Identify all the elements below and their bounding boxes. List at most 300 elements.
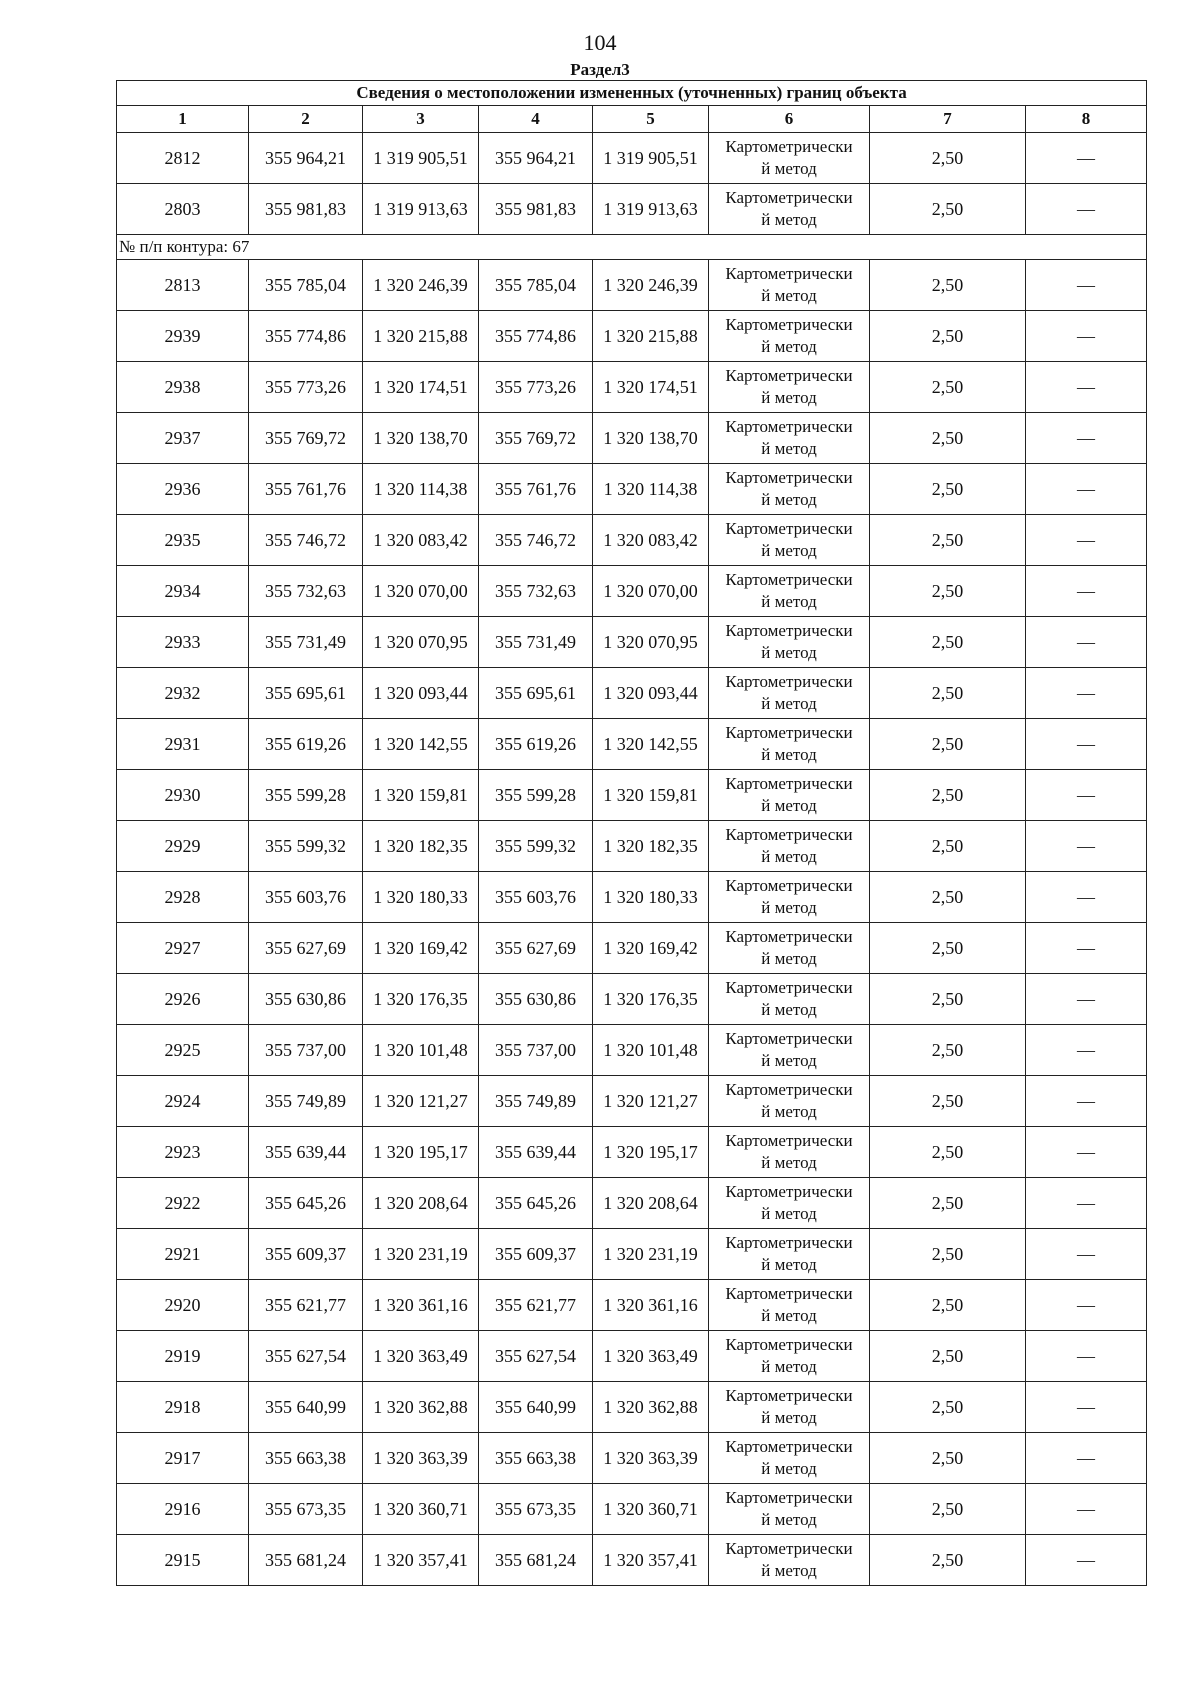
accuracy-cell: 2,50 [870, 260, 1026, 311]
method-line: й метод [761, 1357, 817, 1376]
y-existing-cell: 1 320 215,88 [363, 311, 479, 362]
y-existing-cell: 1 320 138,70 [363, 413, 479, 464]
y-refined-cell: 1 320 362,88 [593, 1382, 709, 1433]
accuracy-cell: 2,50 [870, 362, 1026, 413]
y-existing-cell: 1 320 361,16 [363, 1280, 479, 1331]
accuracy-cell: 2,50 [870, 1535, 1026, 1586]
point-id-cell: 2916 [117, 1484, 249, 1535]
accuracy-cell: 2,50 [870, 1229, 1026, 1280]
y-existing-cell: 1 320 142,55 [363, 719, 479, 770]
column-number-header: 1 [117, 106, 249, 133]
method-cell [709, 464, 870, 515]
x-existing-cell: 355 746,72 [249, 515, 363, 566]
method-line: Картометрически [725, 137, 853, 156]
table-row [117, 515, 1147, 566]
x-existing-cell: 355 639,44 [249, 1127, 363, 1178]
y-refined-cell: 1 320 093,44 [593, 668, 709, 719]
y-existing-cell: 1 320 208,64 [363, 1178, 479, 1229]
method-line: й метод [761, 694, 817, 713]
point-id-cell: 2929 [117, 821, 249, 872]
method-cell [709, 260, 870, 311]
y-existing-cell: 1 320 360,71 [363, 1484, 479, 1535]
accuracy-cell: 2,50 [870, 617, 1026, 668]
method-line: й метод [761, 898, 817, 917]
note-cell: — [1026, 1127, 1147, 1178]
y-existing-cell: 1 320 169,42 [363, 923, 479, 974]
y-existing-cell: 1 320 357,41 [363, 1535, 479, 1586]
y-existing-cell: 1 320 180,33 [363, 872, 479, 923]
point-id-cell: 2928 [117, 872, 249, 923]
note-cell: — [1026, 1076, 1147, 1127]
x-refined-cell: 355 749,89 [479, 1076, 593, 1127]
point-id-cell: 2927 [117, 923, 249, 974]
note-cell: — [1026, 464, 1147, 515]
y-refined-cell: 1 320 215,88 [593, 311, 709, 362]
method-cell [709, 311, 870, 362]
table-row [117, 260, 1147, 311]
point-id-cell: 2921 [117, 1229, 249, 1280]
table-row [117, 974, 1147, 1025]
x-existing-cell: 355 773,26 [249, 362, 363, 413]
y-refined-cell: 1 320 208,64 [593, 1178, 709, 1229]
method-line: й метод [761, 541, 817, 560]
accuracy-cell: 2,50 [870, 1484, 1026, 1535]
accuracy-cell: 2,50 [870, 1433, 1026, 1484]
column-number-header: 2 [249, 106, 363, 133]
method-line: й метод [761, 1561, 817, 1580]
method-line: Картометрически [725, 621, 853, 640]
x-existing-cell: 355 621,77 [249, 1280, 363, 1331]
table-row [117, 1025, 1147, 1076]
x-refined-cell: 355 732,63 [479, 566, 593, 617]
y-existing-cell: 1 320 363,39 [363, 1433, 479, 1484]
column-number-header: 4 [479, 106, 593, 133]
page-number: 104 [583, 30, 617, 55]
method-line: й метод [761, 159, 817, 178]
table-row [117, 311, 1147, 362]
note-cell: — [1026, 1535, 1147, 1586]
y-refined-cell: 1 320 169,42 [593, 923, 709, 974]
y-existing-cell: 1 320 231,19 [363, 1229, 479, 1280]
accuracy-cell: 2,50 [870, 184, 1026, 235]
x-refined-cell: 355 981,83 [479, 184, 593, 235]
table-row [117, 1484, 1147, 1535]
x-refined-cell: 355 630,86 [479, 974, 593, 1025]
note-cell: — [1026, 362, 1147, 413]
table-row [117, 1178, 1147, 1229]
point-id-cell: 2937 [117, 413, 249, 464]
x-existing-cell: 355 630,86 [249, 974, 363, 1025]
point-id-cell: 2934 [117, 566, 249, 617]
method-cell [709, 1127, 870, 1178]
method-line: й метод [761, 439, 817, 458]
method-line: Картометрически [725, 1386, 853, 1405]
method-line: й метод [761, 1306, 817, 1325]
x-refined-cell: 355 695,61 [479, 668, 593, 719]
method-cell [709, 1076, 870, 1127]
method-line: Картометрически [725, 927, 853, 946]
table-row [117, 617, 1147, 668]
note-cell: — [1026, 1025, 1147, 1076]
note-cell: — [1026, 1484, 1147, 1535]
x-existing-cell: 355 761,76 [249, 464, 363, 515]
point-id-cell: 2936 [117, 464, 249, 515]
accuracy-cell: 2,50 [870, 821, 1026, 872]
y-refined-cell: 1 320 121,27 [593, 1076, 709, 1127]
method-line: й метод [761, 847, 817, 866]
x-refined-cell: 355 599,28 [479, 770, 593, 821]
y-refined-cell: 1 320 195,17 [593, 1127, 709, 1178]
point-id-cell: 2919 [117, 1331, 249, 1382]
y-existing-cell: 1 320 174,51 [363, 362, 479, 413]
method-cell [709, 1229, 870, 1280]
method-line: Картометрически [725, 825, 853, 844]
note-cell: — [1026, 1433, 1147, 1484]
x-existing-cell: 355 737,00 [249, 1025, 363, 1076]
method-cell [709, 1331, 870, 1382]
y-existing-cell: 1 319 905,51 [363, 133, 479, 184]
method-cell [709, 719, 870, 770]
column-number-header: 5 [593, 106, 709, 133]
x-refined-cell: 355 681,24 [479, 1535, 593, 1586]
method-cell [709, 566, 870, 617]
x-existing-cell: 355 731,49 [249, 617, 363, 668]
x-refined-cell: 355 731,49 [479, 617, 593, 668]
y-existing-cell: 1 320 363,49 [363, 1331, 479, 1382]
method-line: Картометрически [725, 468, 853, 487]
method-cell [709, 872, 870, 923]
table-row [117, 464, 1147, 515]
method-cell [709, 1433, 870, 1484]
x-refined-cell: 355 785,04 [479, 260, 593, 311]
method-line: Картометрически [725, 1131, 853, 1150]
note-cell: — [1026, 1280, 1147, 1331]
accuracy-cell: 2,50 [870, 1382, 1026, 1433]
method-line: Картометрически [725, 1437, 853, 1456]
accuracy-cell: 2,50 [870, 1076, 1026, 1127]
contour-row [117, 235, 1147, 260]
accuracy-cell: 2,50 [870, 1127, 1026, 1178]
point-id-cell: 2925 [117, 1025, 249, 1076]
y-refined-cell: 1 320 176,35 [593, 974, 709, 1025]
accuracy-cell: 2,50 [870, 974, 1026, 1025]
method-line: й метод [761, 388, 817, 407]
table-row [117, 362, 1147, 413]
method-line: Картометрически [725, 519, 853, 538]
x-existing-cell: 355 673,35 [249, 1484, 363, 1535]
x-refined-cell: 355 627,54 [479, 1331, 593, 1382]
note-cell: — [1026, 770, 1147, 821]
method-line: й метод [761, 643, 817, 662]
table-row [117, 923, 1147, 974]
section-title: Раздел3 [570, 60, 630, 79]
y-existing-cell: 1 320 362,88 [363, 1382, 479, 1433]
method-line: Картометрически [725, 366, 853, 385]
method-line: й метод [761, 796, 817, 815]
accuracy-cell: 2,50 [870, 719, 1026, 770]
x-refined-cell: 355 640,99 [479, 1382, 593, 1433]
method-line: Картометрически [725, 1182, 853, 1201]
note-cell: — [1026, 974, 1147, 1025]
y-refined-cell: 1 320 159,81 [593, 770, 709, 821]
accuracy-cell: 2,50 [870, 1178, 1026, 1229]
x-existing-cell: 355 609,37 [249, 1229, 363, 1280]
method-line: Картометрически [725, 1029, 853, 1048]
method-line: Картометрически [725, 978, 853, 997]
point-id-cell: 2918 [117, 1382, 249, 1433]
table-row [117, 566, 1147, 617]
y-refined-cell: 1 320 357,41 [593, 1535, 709, 1586]
accuracy-cell: 2,50 [870, 923, 1026, 974]
x-existing-cell: 355 695,61 [249, 668, 363, 719]
method-line: Картометрически [725, 264, 853, 283]
x-refined-cell: 355 645,26 [479, 1178, 593, 1229]
method-line: Картометрически [725, 417, 853, 436]
x-existing-cell: 355 627,69 [249, 923, 363, 974]
method-line: й метод [761, 1204, 817, 1223]
note-cell: — [1026, 1382, 1147, 1433]
y-refined-cell: 1 320 231,19 [593, 1229, 709, 1280]
point-id-cell: 2939 [117, 311, 249, 362]
accuracy-cell: 2,50 [870, 668, 1026, 719]
y-refined-cell: 1 320 182,35 [593, 821, 709, 872]
table-row [117, 1331, 1147, 1382]
point-id-cell: 2917 [117, 1433, 249, 1484]
method-line: й метод [761, 592, 817, 611]
table-row [117, 668, 1147, 719]
point-id-cell: 2803 [117, 184, 249, 235]
method-cell [709, 413, 870, 464]
x-refined-cell: 355 761,76 [479, 464, 593, 515]
method-cell [709, 1178, 870, 1229]
method-line: Картометрически [725, 1539, 853, 1558]
x-refined-cell: 355 737,00 [479, 1025, 593, 1076]
method-line: й метод [761, 745, 817, 764]
method-cell [709, 974, 870, 1025]
note-cell: — [1026, 260, 1147, 311]
method-cell [709, 770, 870, 821]
column-number-header: 3 [363, 106, 479, 133]
x-existing-cell: 355 627,54 [249, 1331, 363, 1382]
x-refined-cell: 355 673,35 [479, 1484, 593, 1535]
method-cell [709, 668, 870, 719]
x-existing-cell: 355 769,72 [249, 413, 363, 464]
x-existing-cell: 355 774,86 [249, 311, 363, 362]
method-line: Картометрически [725, 774, 853, 793]
point-id-cell: 2932 [117, 668, 249, 719]
note-cell: — [1026, 515, 1147, 566]
y-existing-cell: 1 320 101,48 [363, 1025, 479, 1076]
method-cell [709, 184, 870, 235]
x-existing-cell: 355 640,99 [249, 1382, 363, 1433]
accuracy-cell: 2,50 [870, 133, 1026, 184]
method-cell [709, 133, 870, 184]
method-cell [709, 1025, 870, 1076]
accuracy-cell: 2,50 [870, 872, 1026, 923]
x-refined-cell: 355 774,86 [479, 311, 593, 362]
x-refined-cell: 355 663,38 [479, 1433, 593, 1484]
table-row [117, 719, 1147, 770]
x-existing-cell: 355 619,26 [249, 719, 363, 770]
point-id-cell: 2920 [117, 1280, 249, 1331]
column-numbers-row [117, 106, 1147, 133]
table-row [117, 770, 1147, 821]
note-cell: — [1026, 617, 1147, 668]
method-cell [709, 515, 870, 566]
method-line: й метод [761, 1051, 817, 1070]
y-refined-cell: 1 320 180,33 [593, 872, 709, 923]
x-existing-cell: 355 681,24 [249, 1535, 363, 1586]
method-line: й метод [761, 1408, 817, 1427]
accuracy-cell: 2,50 [870, 1331, 1026, 1382]
table-row [117, 1127, 1147, 1178]
point-id-cell: 2933 [117, 617, 249, 668]
x-existing-cell: 355 964,21 [249, 133, 363, 184]
y-refined-cell: 1 320 363,49 [593, 1331, 709, 1382]
accuracy-cell: 2,50 [870, 311, 1026, 362]
point-id-cell: 2915 [117, 1535, 249, 1586]
method-line: Картометрически [725, 570, 853, 589]
method-line: Картометрически [725, 672, 853, 691]
x-refined-cell: 355 621,77 [479, 1280, 593, 1331]
point-id-cell: 2935 [117, 515, 249, 566]
accuracy-cell: 2,50 [870, 413, 1026, 464]
y-existing-cell: 1 319 913,63 [363, 184, 479, 235]
note-cell: — [1026, 1331, 1147, 1382]
method-line: й метод [761, 1510, 817, 1529]
table-row [117, 413, 1147, 464]
point-id-cell: 2922 [117, 1178, 249, 1229]
table-body [117, 133, 1147, 1586]
method-cell [709, 1484, 870, 1535]
x-refined-cell: 355 639,44 [479, 1127, 593, 1178]
contour-label: № п/п контура: 67 [117, 235, 1147, 260]
y-existing-cell: 1 320 195,17 [363, 1127, 479, 1178]
table-row [117, 184, 1147, 235]
table-row [117, 1433, 1147, 1484]
x-refined-cell: 355 619,26 [479, 719, 593, 770]
table-row [117, 1535, 1147, 1586]
accuracy-cell: 2,50 [870, 1025, 1026, 1076]
method-line: й метод [761, 949, 817, 968]
y-existing-cell: 1 320 093,44 [363, 668, 479, 719]
table-row [117, 1382, 1147, 1433]
note-cell: — [1026, 413, 1147, 464]
y-existing-cell: 1 320 070,95 [363, 617, 479, 668]
y-refined-cell: 1 320 363,39 [593, 1433, 709, 1484]
table-row [117, 872, 1147, 923]
table-caption: Сведения о местоположении измененных (уточненных) границ объекта [117, 81, 1147, 106]
column-number-header: 7 [870, 106, 1026, 133]
point-id-cell: 2930 [117, 770, 249, 821]
x-existing-cell: 355 599,32 [249, 821, 363, 872]
method-line: й метод [761, 1000, 817, 1019]
x-refined-cell: 355 599,32 [479, 821, 593, 872]
method-cell [709, 1280, 870, 1331]
y-existing-cell: 1 320 159,81 [363, 770, 479, 821]
x-existing-cell: 355 785,04 [249, 260, 363, 311]
method-line: й метод [761, 1255, 817, 1274]
note-cell: — [1026, 719, 1147, 770]
method-line: Картометрически [725, 315, 853, 334]
x-refined-cell: 355 609,37 [479, 1229, 593, 1280]
point-id-cell: 2938 [117, 362, 249, 413]
y-existing-cell: 1 320 070,00 [363, 566, 479, 617]
x-refined-cell: 355 964,21 [479, 133, 593, 184]
method-line: Картометрически [725, 876, 853, 895]
x-existing-cell: 355 981,83 [249, 184, 363, 235]
x-refined-cell: 355 773,26 [479, 362, 593, 413]
boundary-table [116, 80, 1147, 1586]
y-refined-cell: 1 320 083,42 [593, 515, 709, 566]
method-line: й метод [761, 1459, 817, 1478]
method-line: й метод [761, 210, 817, 229]
x-refined-cell: 355 603,76 [479, 872, 593, 923]
point-id-cell: 2931 [117, 719, 249, 770]
x-existing-cell: 355 749,89 [249, 1076, 363, 1127]
method-cell [709, 1535, 870, 1586]
method-line: й метод [761, 337, 817, 356]
y-existing-cell: 1 320 121,27 [363, 1076, 479, 1127]
note-cell: — [1026, 923, 1147, 974]
x-existing-cell: 355 603,76 [249, 872, 363, 923]
note-cell: — [1026, 1229, 1147, 1280]
accuracy-cell: 2,50 [870, 770, 1026, 821]
y-refined-cell: 1 320 138,70 [593, 413, 709, 464]
point-id-cell: 2813 [117, 260, 249, 311]
method-line: Картометрически [725, 188, 853, 207]
method-line: Картометрически [725, 723, 853, 742]
point-id-cell: 2923 [117, 1127, 249, 1178]
y-refined-cell: 1 320 142,55 [593, 719, 709, 770]
y-existing-cell: 1 320 246,39 [363, 260, 479, 311]
y-existing-cell: 1 320 083,42 [363, 515, 479, 566]
note-cell: — [1026, 821, 1147, 872]
method-line: й метод [761, 1153, 817, 1172]
note-cell: — [1026, 311, 1147, 362]
column-number-header: 8 [1026, 106, 1147, 133]
x-refined-cell: 355 769,72 [479, 413, 593, 464]
y-refined-cell: 1 320 101,48 [593, 1025, 709, 1076]
x-refined-cell: 355 746,72 [479, 515, 593, 566]
y-refined-cell: 1 320 174,51 [593, 362, 709, 413]
accuracy-cell: 2,50 [870, 1280, 1026, 1331]
table-row [117, 821, 1147, 872]
x-existing-cell: 355 663,38 [249, 1433, 363, 1484]
point-id-cell: 2812 [117, 133, 249, 184]
note-cell: — [1026, 1178, 1147, 1229]
method-line: Картометрически [725, 1080, 853, 1099]
method-line: й метод [761, 286, 817, 305]
table-row [117, 133, 1147, 184]
y-refined-cell: 1 320 114,38 [593, 464, 709, 515]
y-existing-cell: 1 320 114,38 [363, 464, 479, 515]
note-cell: — [1026, 872, 1147, 923]
method-cell [709, 362, 870, 413]
method-line: й метод [761, 490, 817, 509]
note-cell: — [1026, 668, 1147, 719]
point-id-cell: 2926 [117, 974, 249, 1025]
method-line: Картометрически [725, 1335, 853, 1354]
y-existing-cell: 1 320 176,35 [363, 974, 479, 1025]
y-refined-cell: 1 320 246,39 [593, 260, 709, 311]
method-cell [709, 821, 870, 872]
accuracy-cell: 2,50 [870, 464, 1026, 515]
y-refined-cell: 1 320 360,71 [593, 1484, 709, 1535]
method-line: Картометрически [725, 1488, 853, 1507]
y-refined-cell: 1 320 070,00 [593, 566, 709, 617]
note-cell: — [1026, 133, 1147, 184]
